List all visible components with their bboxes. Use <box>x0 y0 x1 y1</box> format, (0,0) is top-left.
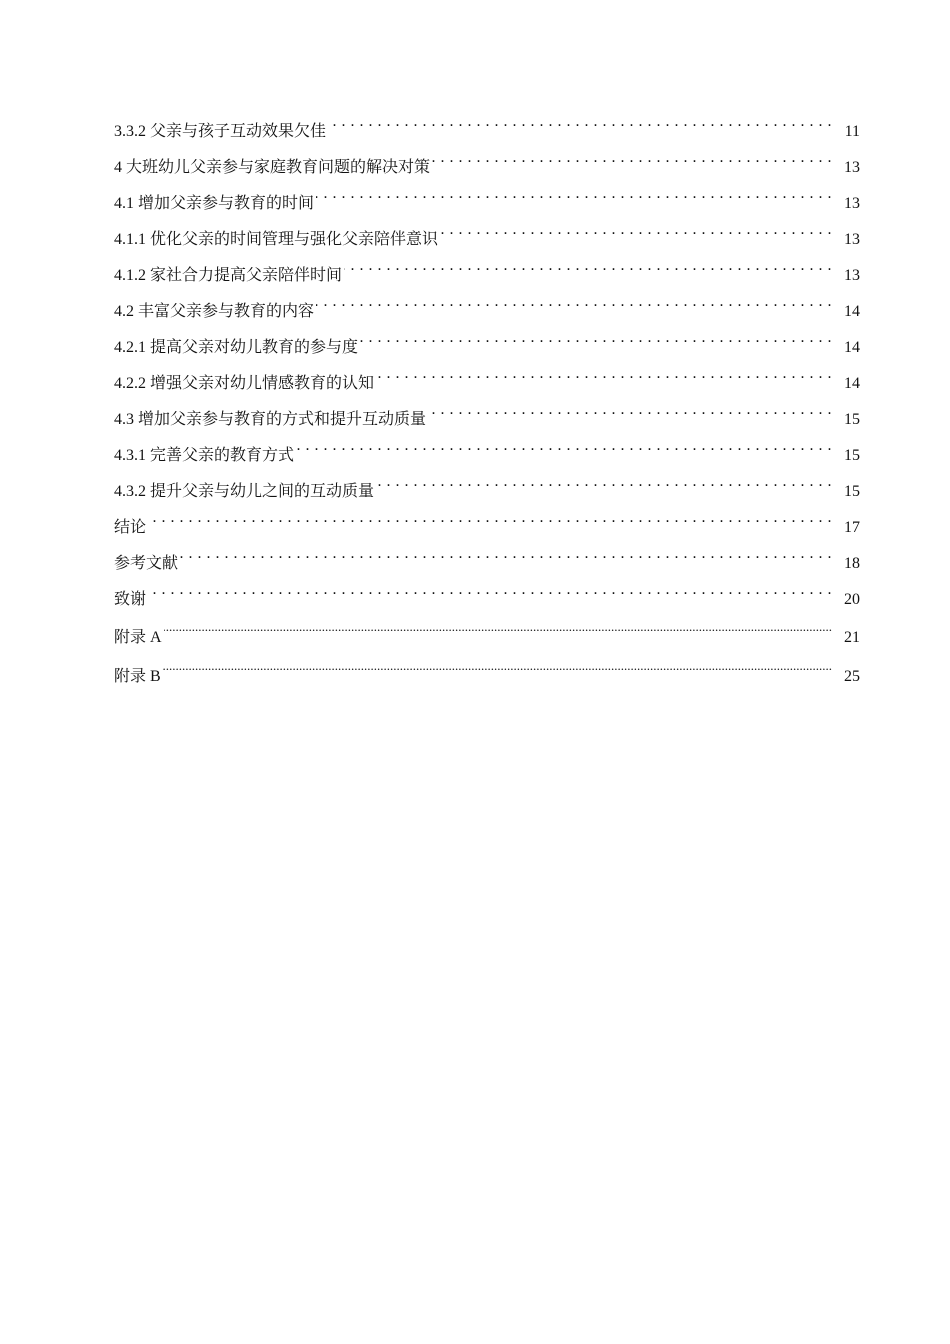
toc-page-number: 13 <box>844 267 860 284</box>
dot-leader <box>376 480 832 496</box>
dot-leader <box>316 192 832 208</box>
toc-entry-acknowledgements[interactable] <box>114 582 860 618</box>
toc-entry-4-2-1[interactable] <box>114 330 860 366</box>
toc-entry-title: 4.3.2 提升父亲与幼儿之间的互动质量 <box>114 483 375 500</box>
toc-entry-title: 结论 <box>114 519 147 536</box>
toc-entry-conclusion[interactable] <box>114 510 860 546</box>
toc-page-number: 15 <box>844 411 860 428</box>
toc-entry-title: 附录 B <box>114 668 161 685</box>
toc-entry-title: 4.2.2 增强父亲对幼儿情感教育的认知 <box>114 375 375 392</box>
toc-entry-references[interactable] <box>114 546 860 582</box>
toc-page-number: 14 <box>844 303 860 320</box>
dot-leader <box>148 516 832 532</box>
toc-page-number: 15 <box>844 483 860 500</box>
toc-page-number: 25 <box>844 668 860 685</box>
dot-leader <box>428 408 832 424</box>
toc-entry-4-1-1[interactable] <box>114 222 860 258</box>
toc-page-number: 14 <box>844 375 860 392</box>
toc-entry-4-1[interactable] <box>114 186 860 222</box>
toc-entry-title: 附录 A <box>114 629 162 646</box>
table-of-contents <box>114 114 860 696</box>
toc-entry-title: 4.1.2 家社合力提高父亲陪伴时间 <box>114 267 343 284</box>
dot-leader <box>360 336 832 352</box>
dot-leader <box>180 552 832 568</box>
toc-entry-title: 4.2 丰富父亲参与教育的内容 <box>114 303 315 320</box>
dot-leader <box>328 120 832 136</box>
toc-entry-title: 4.1.1 优化父亲的时间管理与强化父亲陪伴意识 <box>114 231 439 248</box>
toc-page-number: 13 <box>844 195 860 212</box>
dot-leader <box>344 264 832 280</box>
dot-leader <box>164 626 832 642</box>
dot-leader <box>163 665 832 681</box>
toc-entry-title: 4.1 增加父亲参与教育的时间 <box>114 195 315 212</box>
toc-entry-4-3[interactable] <box>114 402 860 438</box>
toc-entry-title: 4.3 增加父亲参与教育的方式和提升互动质量 <box>114 411 427 428</box>
toc-page-number: 13 <box>844 231 860 248</box>
dot-leader <box>376 372 832 388</box>
dot-leader <box>148 588 832 604</box>
toc-entry-title: 4.2.1 提高父亲对幼儿教育的参与度 <box>114 339 359 356</box>
toc-page-number: 14 <box>844 339 860 356</box>
toc-page-number: 17 <box>844 519 860 536</box>
toc-page-number: 21 <box>844 629 860 646</box>
dot-leader <box>440 228 832 244</box>
toc-entry-4-2-2[interactable] <box>114 366 860 402</box>
dot-leader <box>316 300 832 316</box>
toc-entry-4[interactable] <box>114 150 860 186</box>
toc-entry-4-3-2[interactable] <box>114 474 860 510</box>
toc-entry-title: 4 大班幼儿父亲参与家庭教育问题的解决对策 <box>114 159 431 176</box>
toc-entry-title: 致谢 <box>114 591 147 608</box>
toc-entry-title: 参考文献 <box>114 555 179 572</box>
toc-page-number: 13 <box>844 159 860 176</box>
toc-page-number: 15 <box>844 447 860 464</box>
toc-entry-4-1-2[interactable] <box>114 258 860 294</box>
toc-page-number: 20 <box>844 591 860 608</box>
toc-page-number: 11 <box>844 123 860 140</box>
dot-leader <box>296 444 832 460</box>
toc-entry-3-3-2[interactable] <box>114 114 860 150</box>
toc-entry-4-3-1[interactable] <box>114 438 860 474</box>
toc-page-number: 18 <box>844 555 860 572</box>
toc-entry-appendix-b[interactable] <box>114 657 860 696</box>
toc-entry-4-2[interactable] <box>114 294 860 330</box>
toc-entry-title: 3.3.2 父亲与孩子互动效果欠佳 <box>114 123 327 140</box>
toc-entry-title: 4.3.1 完善父亲的教育方式 <box>114 447 295 464</box>
toc-entry-appendix-a[interactable] <box>114 618 860 657</box>
dot-leader <box>432 156 832 172</box>
